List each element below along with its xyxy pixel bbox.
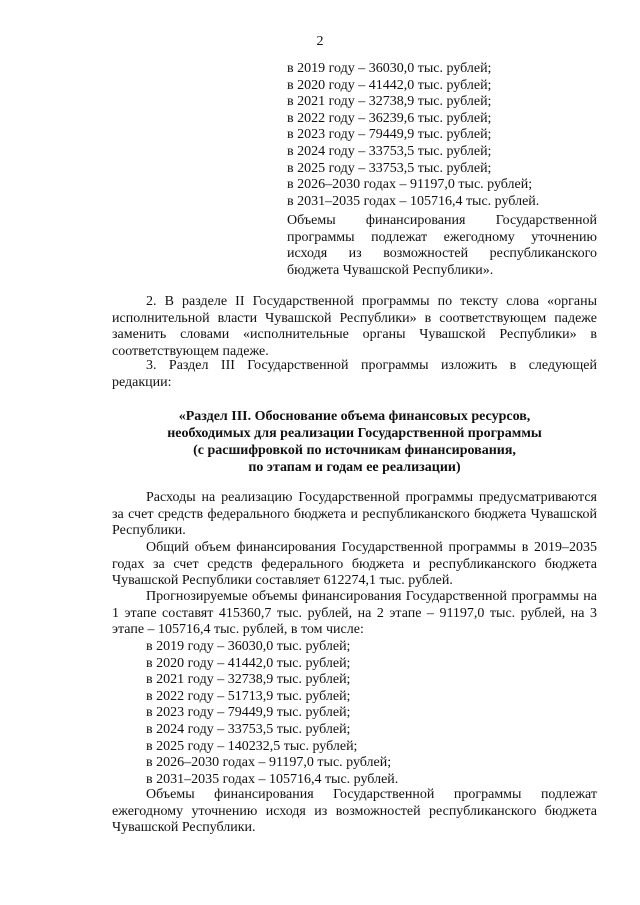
list-item: в 2020 году – 41442,0 тыс. рублей; [287,77,492,93]
list-item: в 2025 году – 33753,5 тыс. рублей; [287,160,492,176]
list-item: в 2026–2030 годах – 91197,0 тыс. рублей; [146,755,392,771]
body-paragraph-stages: Прогнозируемые объемы финансирования Государственной программы на 1 этапе составят 415360,7 тыс. рублей, на 2 этапе – 91197,0 тыс. рублей, на 3 этапе – 105716,4 тыс. рублей, в том числе: [112,589,597,638]
heading-line: по этапам и годам ее реализации) [248,460,461,475]
list-item: в 2021 году – 32738,9 тыс. рублей; [287,94,492,110]
section-heading [112,408,597,476]
funding-note: Объемы финансирования Государственной программы подлежат ежегодному уточнению исходя из возможностей республиканского бюджета Чувашской Республики. [112,787,597,836]
list-item: в 2025 году – 140232,5 тыс. рублей; [146,738,358,754]
list-item: в 2024 году – 33753,5 тыс. рублей; [287,143,492,159]
funding-by-year-list [146,639,597,788]
list-item: в 2031–2035 годах – 105716,4 тыс. рублей. [287,193,540,209]
list-item: в 2020 году – 41442,0 тыс. рублей; [146,655,351,671]
list-item: в 2022 году – 36239,6 тыс. рублей; [287,110,492,126]
funding-by-year-list-continued [287,61,597,210]
body-paragraph-expenses: Расходы на реализацию Государственной программы предусматриваются за счет средств федерального бюджета и республиканского бюджета Чувашской Республики. [112,490,597,539]
list-item: в 2031–2035 годах – 105716,4 тыс. рублей. [146,771,399,787]
list-item: в 2021 году – 32738,9 тыс. рублей; [146,672,351,688]
amendment-paragraph-2: 2. В разделе II Государственной программы по тексту слова «органы исполнительной власти Чувашской Республики» в соответствующем падеже заменить словами «исполнительные органы Чувашской Республики» в соответствующем падеже. [112,294,597,359]
list-item: в 2024 году – 33753,5 тыс. рублей; [146,721,351,737]
page-number: 2 [316,34,324,49]
heading-line: необходимых для реализации Государственной программы [167,426,542,441]
heading-line: (с расшифровкой по источникам финансирования, [193,443,516,458]
list-item: в 2023 году – 79449,9 тыс. рублей; [146,705,351,721]
funding-note-continued: Объемы финансирования Государственной программы подлежат ежегодному уточнению исходя из возможностей республиканского бюджета Чувашской Республики». [287,213,597,278]
list-item: в 2023 году – 79449,9 тыс. рублей; [287,127,492,143]
amendment-paragraph-3: 3. Раздел III Государственной программы изложить в следующей редакции: [112,358,597,390]
list-item: в 2019 году – 36030,0 тыс. рублей; [287,61,492,76]
list-item: в 2019 году – 36030,0 тыс. рублей; [146,639,351,654]
list-item: в 2026–2030 годах – 91197,0 тыс. рублей; [287,177,533,193]
list-item: в 2022 году – 51713,9 тыс. рублей; [146,688,351,704]
heading-line: «Раздел III. Обоснование объема финансовых ресурсов, [178,409,531,424]
body-paragraph-total: Общий объем финансирования Государственной программы в 2019–2035 годах за счет средств федерального бюджета и республиканского бюджета Чувашской Республики составляет 612274,1 тыс. рублей. [112,540,597,589]
